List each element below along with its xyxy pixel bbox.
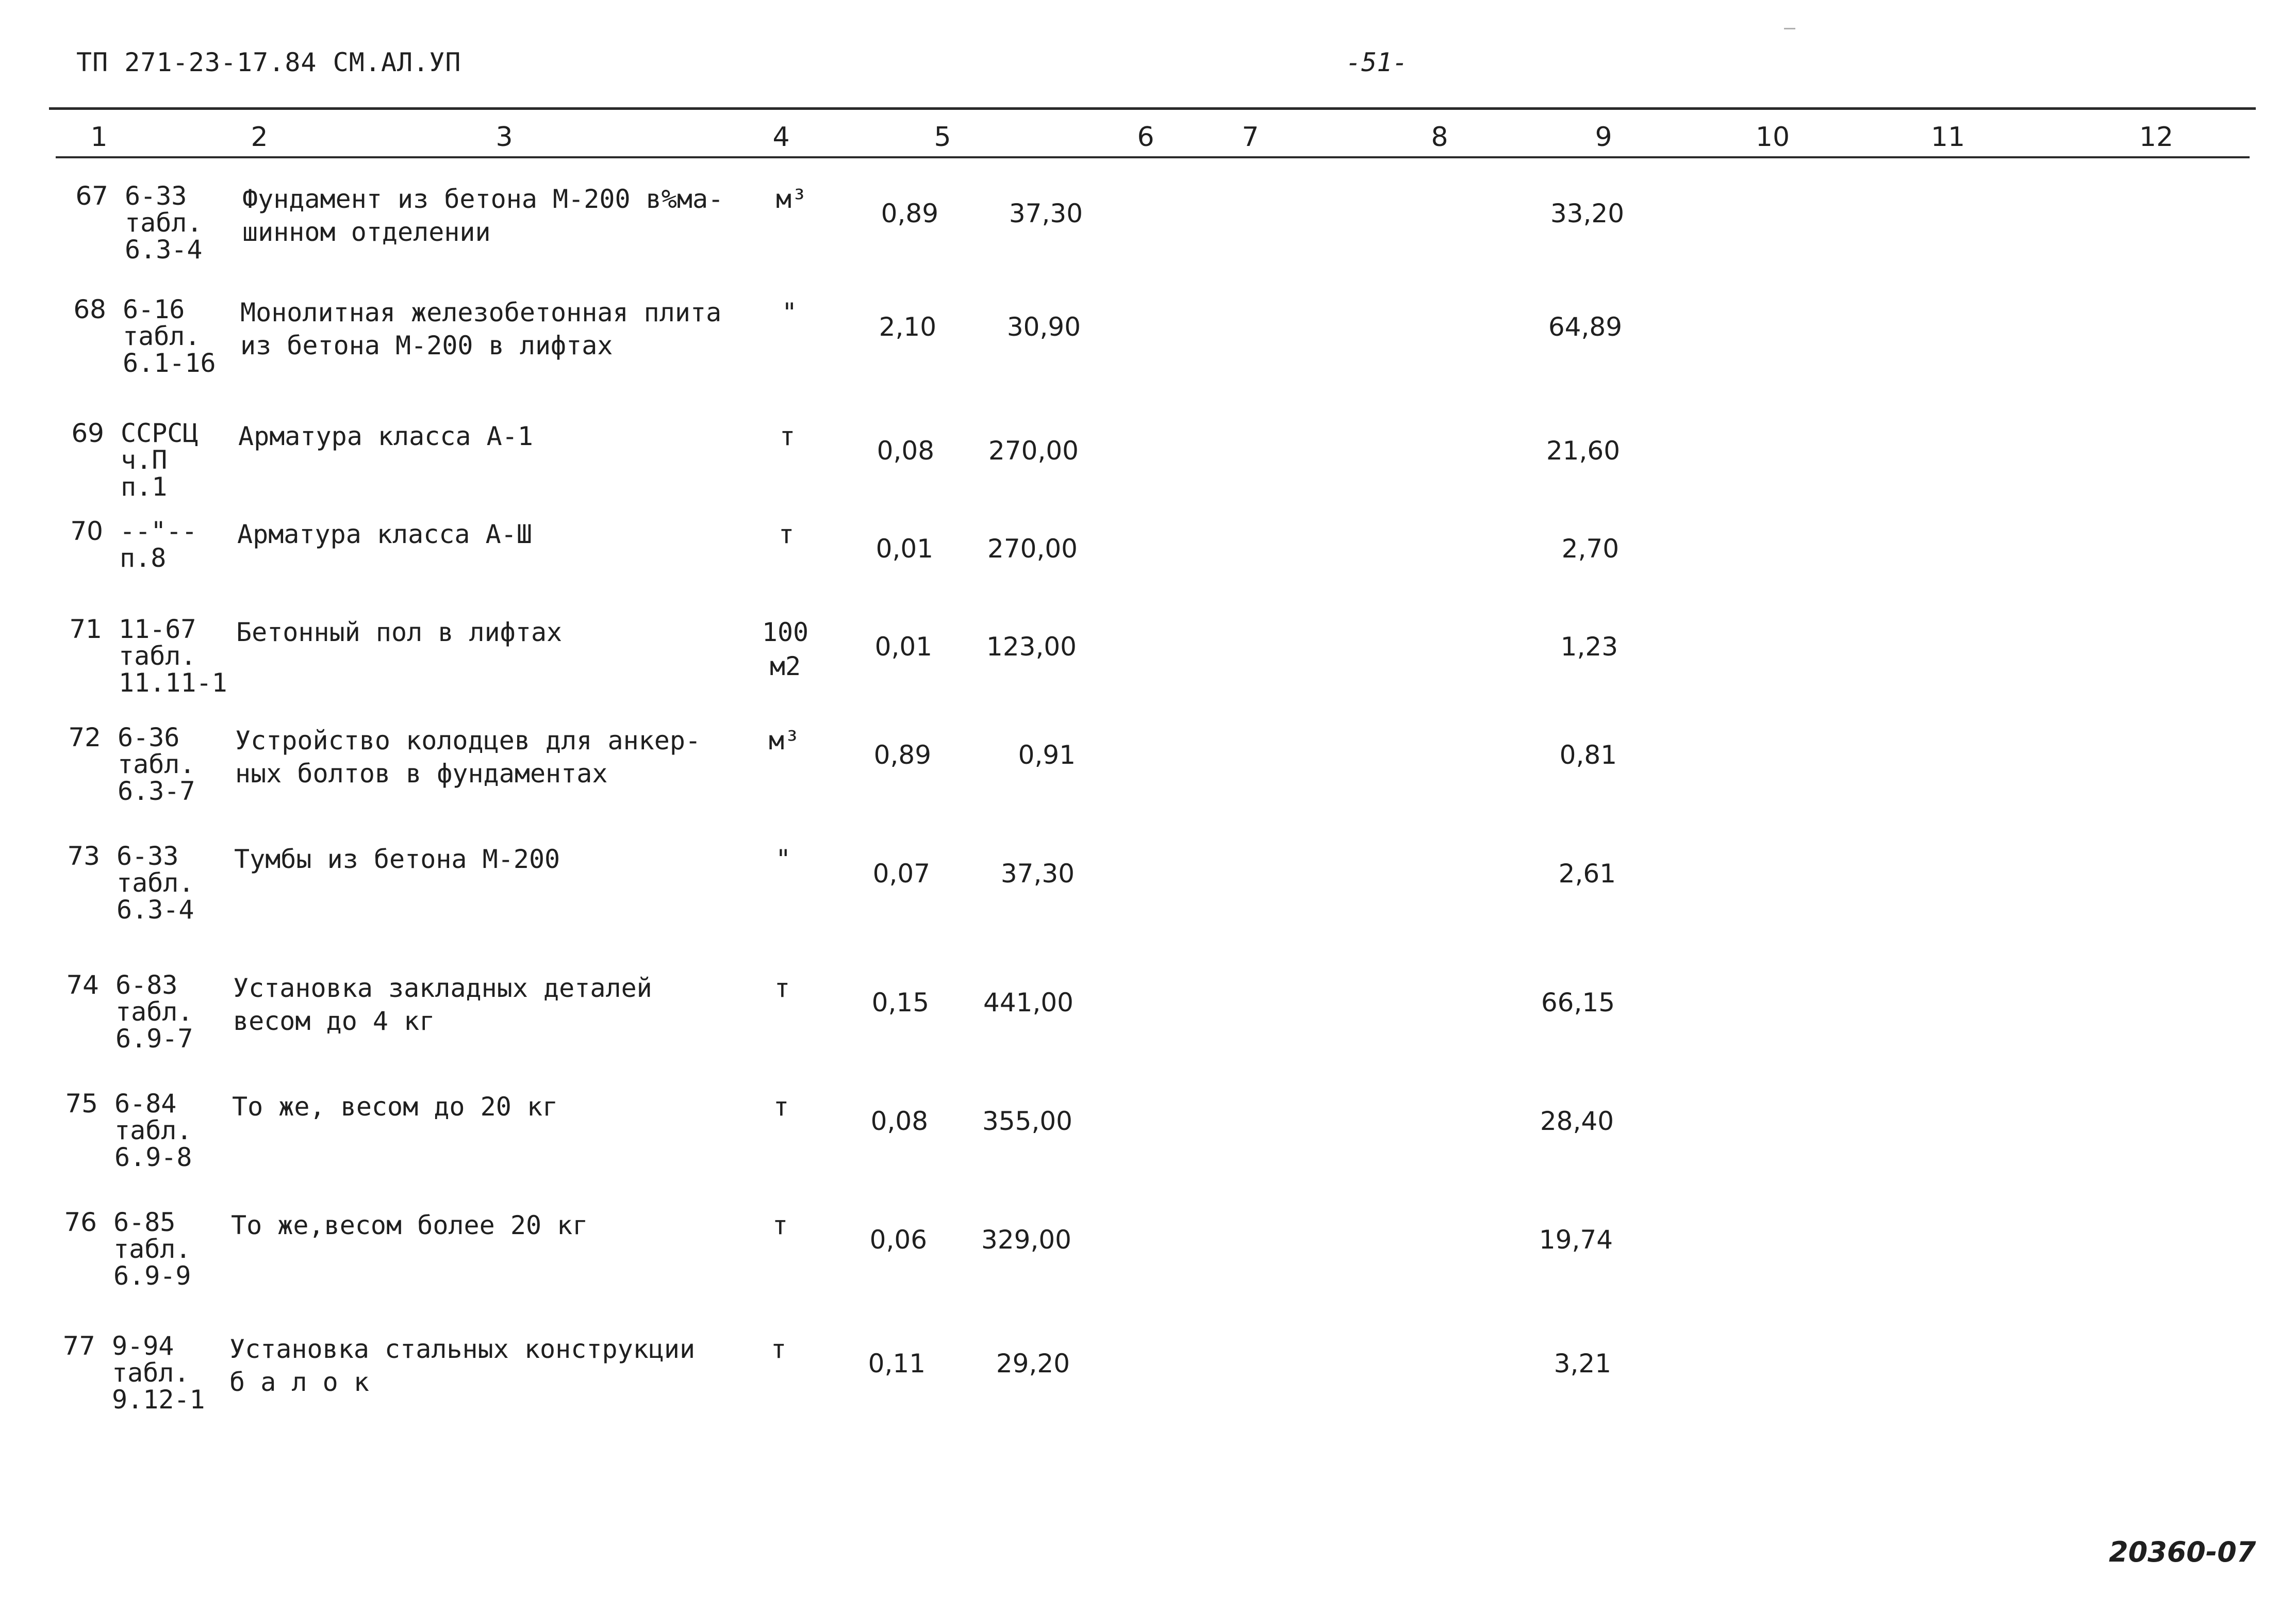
column-number-1: 1 (90, 122, 108, 153)
row-unit: " (775, 844, 791, 874)
row-name-line: Установка закладных деталей (233, 973, 652, 1003)
column-number-8: 8 (1431, 122, 1448, 153)
row-code-line: табл. (125, 208, 203, 238)
row-total: 0,81 (1559, 740, 1617, 770)
column-number-7: 7 (1242, 122, 1259, 153)
row-code-line: 6.3-4 (125, 235, 203, 265)
row-unit-price: 30,90 (1006, 312, 1081, 342)
row-total: 2,70 (1561, 534, 1619, 564)
row-code-line: 11-67 (119, 614, 196, 644)
row-unit-price: 355,00 (982, 1106, 1072, 1136)
row-number: 72 (68, 723, 101, 752)
row-code-line: 6-16 (123, 294, 185, 324)
row-name-line: шинном отделении (242, 217, 491, 247)
row-code-line: 9.12-1 (112, 1385, 205, 1415)
row-name-line: ных болтов в фундаментах (235, 759, 608, 789)
row-code-line: табл. (119, 641, 196, 671)
row-code-line: табл. (123, 321, 201, 351)
row-code-line: 6.1-16 (123, 348, 216, 378)
column-number-11: 11 (1930, 122, 1965, 153)
row-unit-price: 0,91 (1018, 740, 1076, 770)
row-unit-price: 37,30 (1009, 199, 1083, 228)
row-code-line: 6.9-9 (113, 1261, 191, 1291)
row-code-line: 6-36 (118, 723, 180, 752)
row-name-line: Тумбы из бетона М-200 (234, 844, 560, 874)
row-code-line: ч.П (121, 445, 168, 475)
row-code-line: 6.9-8 (114, 1142, 192, 1172)
column-number-9: 9 (1595, 122, 1612, 153)
row-quantity: 0,89 (881, 199, 938, 228)
row-number: 77 (62, 1331, 95, 1361)
row-number: 71 (69, 614, 102, 644)
row-name-line: Арматура класса А-Ш (237, 519, 532, 549)
header-bottom-rule (56, 156, 2250, 158)
row-name-line: Монолитная железобетонная плита (240, 298, 722, 327)
row-unit: т (772, 1210, 788, 1240)
row-code-line: п.1 (121, 472, 168, 502)
row-code-line: 6.3-4 (117, 895, 194, 925)
column-number-4: 4 (772, 122, 790, 153)
column-number-5: 5 (934, 122, 951, 153)
row-quantity: 0,07 (872, 859, 930, 889)
column-number-12: 12 (2139, 122, 2174, 153)
row-quantity: 0,08 (877, 436, 934, 466)
row-number: 67 (75, 181, 108, 211)
row-code-line: ССРСЦ (121, 418, 199, 448)
row-unit-price: 123,00 (986, 632, 1077, 662)
row-number: 73 (67, 841, 100, 871)
row-code-line: табл. (118, 749, 195, 779)
column-number-10: 10 (1755, 122, 1790, 153)
row-code-line: 11.11-1 (119, 668, 227, 698)
row-unit-price: 270,00 (988, 436, 1079, 466)
row-unit: м³ (768, 726, 800, 756)
row-code-line: п.8 (120, 543, 167, 573)
row-unit-price: 37,30 (1000, 859, 1075, 889)
row-unit: 100 (762, 617, 809, 647)
row-unit: " (781, 298, 798, 327)
row-unit: т (773, 1092, 789, 1122)
row-name-line: из бетона М-200 в лифтах (240, 331, 613, 360)
row-name-line: Бетонный пол в лифтах (236, 617, 563, 647)
row-total: 21,60 (1546, 436, 1620, 466)
row-number: 69 (71, 418, 104, 448)
row-code-line: 6-33 (117, 841, 179, 871)
row-total: 64,89 (1548, 312, 1622, 342)
row-total: 19,74 (1539, 1225, 1613, 1255)
row-unit: т (774, 973, 790, 1003)
row-total: 66,15 (1541, 988, 1615, 1018)
row-code-line: табл. (117, 868, 194, 898)
row-name-line: То же,весом более 20 кг (231, 1210, 588, 1240)
row-number: 76 (64, 1207, 97, 1237)
row-name-line: Установка стальных конструкции (229, 1334, 696, 1364)
scan-speck (1784, 28, 1795, 29)
page-number: -51- (1346, 47, 1408, 77)
row-unit-price: 270,00 (987, 534, 1078, 564)
archive-stamp: 20360-07 (2109, 1536, 2256, 1568)
row-name-line: Фундамент из бетона М-200 в%ма- (242, 184, 724, 214)
row-total: 33,20 (1550, 199, 1624, 228)
row-quantity: 0,01 (876, 534, 933, 564)
row-code-line: табл. (115, 997, 193, 1027)
row-unit-price: 441,00 (983, 988, 1073, 1018)
row-quantity: 0,89 (873, 740, 931, 770)
row-unit-price: 329,00 (981, 1225, 1071, 1255)
row-code-line: 6-33 (125, 181, 187, 211)
row-quantity: 2,10 (879, 312, 936, 342)
row-number: 75 (65, 1089, 98, 1119)
row-code-line: табл. (112, 1358, 190, 1388)
row-name-line: б а л о к (229, 1367, 369, 1397)
row-unit-price: 29,20 (996, 1349, 1070, 1379)
row-code-line: табл. (113, 1234, 191, 1264)
row-total: 1,23 (1560, 632, 1618, 662)
document-code: ТП 271-23-17.84 СМ.АЛ.УП (76, 47, 461, 77)
row-code-line: 6-84 (114, 1089, 177, 1119)
row-code-line: 6.9-7 (115, 1024, 193, 1054)
row-code-line: --"-- (120, 516, 197, 546)
row-total: 3,21 (1554, 1349, 1611, 1379)
row-quantity: 0,15 (871, 988, 929, 1018)
row-name-line: весом до 4 кг (233, 1006, 435, 1036)
row-quantity: 0,06 (869, 1225, 927, 1255)
column-number-2: 2 (251, 122, 268, 153)
row-number: 74 (66, 970, 99, 1000)
row-quantity: 0,01 (874, 632, 932, 662)
column-number-6: 6 (1137, 122, 1154, 153)
row-number: 68 (73, 294, 106, 324)
row-code-line: табл. (114, 1115, 192, 1145)
row-code-line: 6-85 (113, 1207, 176, 1237)
row-quantity: 0,08 (870, 1106, 928, 1136)
row-unit: м³ (775, 184, 807, 214)
header-top-rule (49, 107, 2256, 110)
row-quantity: 0,11 (868, 1349, 926, 1379)
row-code-line: 6.3-7 (118, 776, 195, 806)
row-unit: т (779, 421, 796, 451)
row-total: 28,40 (1540, 1106, 1614, 1136)
row-unit: т (770, 1334, 787, 1364)
row-code-line: 9-94 (112, 1331, 174, 1361)
row-name-line: Устройство колодцев для анкер- (235, 726, 701, 756)
row-total: 2,61 (1558, 859, 1616, 889)
row-unit: м2 (769, 651, 801, 681)
row-unit: т (778, 519, 795, 549)
row-code-line: 6-83 (115, 970, 178, 1000)
row-name-line: То же, весом до 20 кг (232, 1092, 558, 1122)
row-name-line: Арматура класса А-1 (238, 421, 533, 451)
column-number-3: 3 (495, 122, 513, 153)
row-number: 70 (70, 516, 103, 546)
